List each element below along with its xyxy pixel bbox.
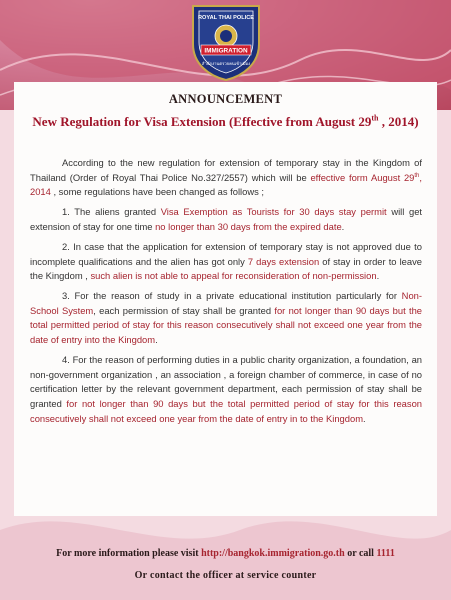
footer-contact-line: For more information please visit http://bangkok.immigration.go.th or call 1111 [56, 548, 395, 559]
regulation-item-2: 2. In case that the application for extension of temporary stay is not approved due to incomplete qualifications and the alien has got only 7 days extension of stay in order to leave the Kingdom , such alien is not able to appeal for reconsideration of non-permission. [30, 240, 422, 282]
badge-top-text: ROYAL THAI POLICE [198, 15, 254, 21]
announcement-body [30, 156, 422, 432]
immigration-website-link[interactable]: http://bangkok.immigration.go.th [201, 548, 345, 559]
subheading: New Regulation for Visa Extension (Effective from August 29th , 2014) [32, 113, 419, 129]
footer-service-counter: Or contact the officer at service counter [134, 570, 317, 581]
intro-paragraph: According to the new regulation for extension of temporary stay in the Kingdom of Thailand (Order of Royal Thai Police No.327/2557) which will be effective form August 29th, 2014 , some regulations have been changed as follows ; [30, 157, 423, 198]
royal-thai-police-immigration-badge-icon [187, 2, 265, 82]
badge-bottom-text: สำนักงานตรวจคนเข้าเมือง [201, 61, 251, 66]
heading: ANNOUNCEMENT [168, 92, 283, 106]
regulation-item-1: 1. The aliens granted Visa Exemption as Tourists for 30 days stay permit will get extension of stay for one time no longer than 30 days from the expired date. [30, 206, 423, 232]
regulation-item-4: 4. For the reason of performing duties in a public charity organization, a foundation, an non-government organization , an association , a foreign chamber of commerce, in case of no certification letter by the relevant government department, each permission of stay shall be granted for not longer than 90 days but the total permitted period of stay for this reason consecutively shall not exceed one year from the date of entry in to the Kingdom. [30, 354, 423, 424]
badge-main-text: IMMIGRATION [204, 47, 248, 55]
regulation-item-3: 3. For the reason of study in a private educational institution particularly for Non-School System, each permission of stay shall be granted for not longer than 90 days but the total permitted period of stay for this reason consecutively shall not exceed one year from the date of entry into the Kingdom. [30, 290, 422, 346]
hotline-number: 1111 [376, 548, 395, 559]
